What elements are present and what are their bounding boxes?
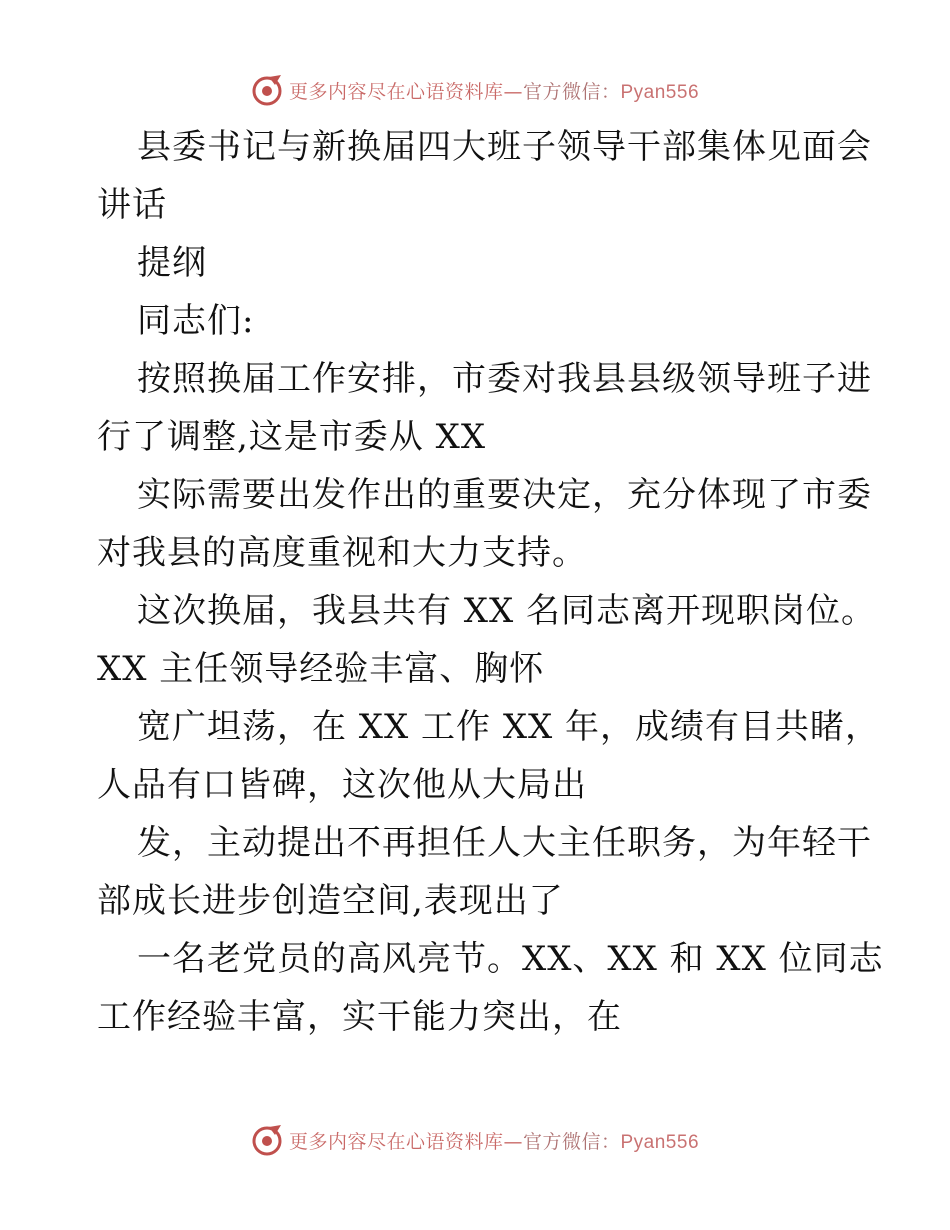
text-line: 提纲 (137, 243, 207, 283)
header-watermark (0, 70, 950, 110)
watermark-brand: 更多内容尽在心语资料库 (288, 80, 504, 103)
text-line: 按照换届工作安排，市委对我县县级领导班子进 (137, 359, 872, 399)
text-line: XX 主任领导经验丰富、胸怀 (97, 649, 545, 689)
watermark-account: Pyan556 (620, 1131, 700, 1153)
watermark-account: Pyan556 (620, 81, 700, 103)
text-line: 工作经验丰富，实干能力突出，在 (97, 997, 622, 1037)
footer-watermark (0, 1120, 950, 1160)
text-line: 讲话 (97, 185, 167, 225)
watermark-wechat-label: 官方微信： (522, 80, 621, 103)
text-line: 宽广坦荡，在 XX 工作 XX 年，成绩有目共睹， (137, 707, 881, 747)
watermark-separator: — (503, 80, 523, 103)
text-line: 县委书记与新换届四大班子领导干部集体见面会 (137, 127, 872, 167)
watermark-text (289, 1127, 699, 1154)
text-line: 一名老党员的高风亮节。XX、XX 和 XX 位同志 (137, 939, 884, 979)
text-line: 实际需要出发作出的重要决定，充分体现了市委 (137, 475, 872, 515)
text-line: 部成长进步创造空间,表现出了 (97, 881, 564, 921)
text-line: 行了调整,这是市委从 XX (97, 417, 487, 457)
watermark-brand: 更多内容尽在心语资料库 (288, 1130, 504, 1153)
watermark-text (289, 77, 699, 104)
text-line: 发，主动提出不再担任人大主任职务，为年轻干 (137, 823, 872, 863)
document-body (97, 118, 884, 1046)
watermark-separator: — (503, 1130, 523, 1153)
text-line: 对我县的高度重视和大力支持。 (97, 533, 587, 573)
text-line: 这次换届，我县共有 XX 名同志离开现职岗位。 (137, 591, 877, 631)
text-line: 同志们: (137, 301, 255, 341)
text-line: 人品有口皆碑，这次他从大局出 (97, 765, 587, 805)
brand-logo-icon (251, 1123, 285, 1157)
brand-logo-icon (251, 73, 285, 107)
watermark-wechat-label: 官方微信： (522, 1130, 621, 1153)
